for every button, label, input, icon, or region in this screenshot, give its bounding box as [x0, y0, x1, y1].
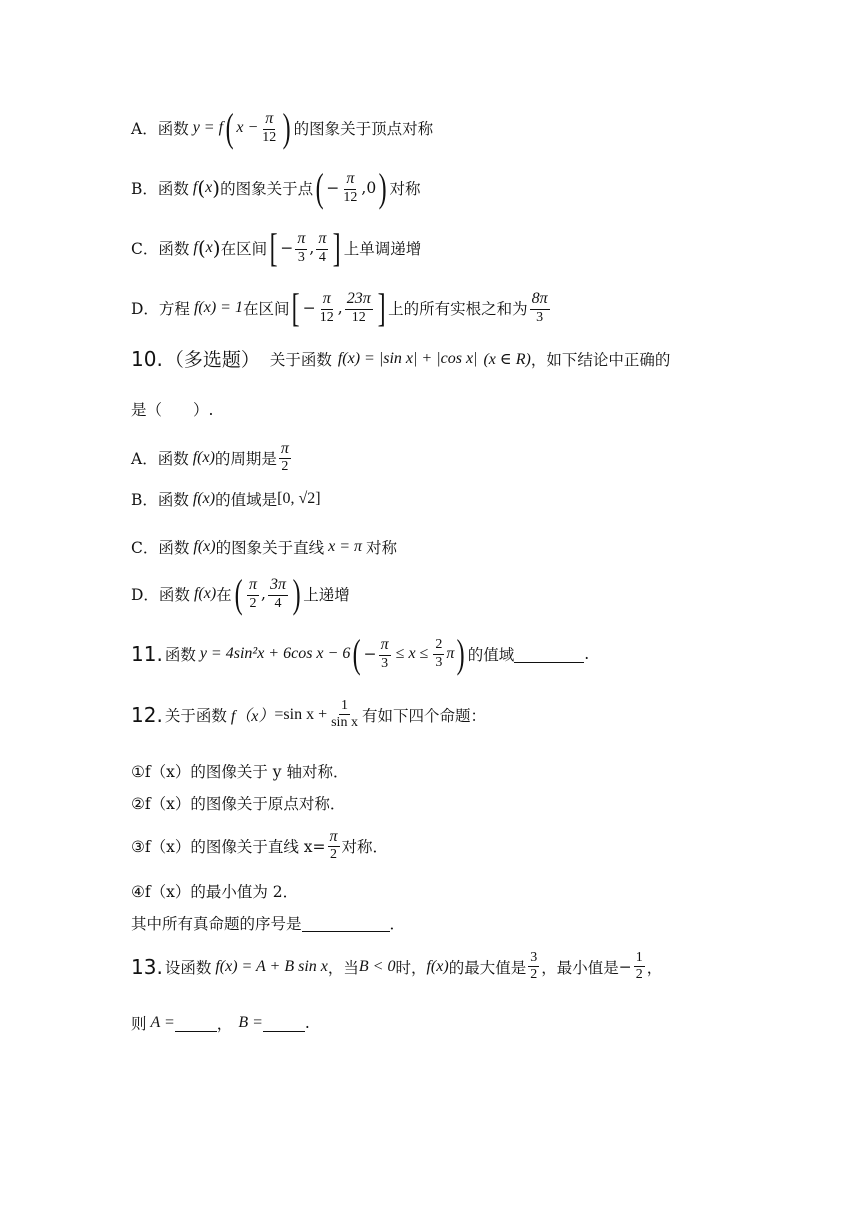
q9-option-c: C．函数 f ( x ) 在区间 [ − $\frac{\pi}{3}$ , $\frac{\pi}{4}$ ] 上单调递增 — [131, 225, 422, 270]
question-text: 则 — [131, 1015, 147, 1033]
option-label: A．函数 — [131, 120, 189, 138]
fraction: $\frac{\pi}{2}$ — [329, 828, 338, 863]
math-expr: f(x) = 1 — [193, 299, 243, 316]
option-text: 的周期是 — [214, 449, 277, 468]
question-text: 其中所有真命题的序号是 — [131, 915, 302, 933]
fraction: $\frac{2}{3}$ — [435, 637, 443, 670]
option-text: 在 — [216, 586, 232, 604]
question-number: 10. — [131, 346, 163, 371]
option-text: 的图象关于顶点对称 — [293, 120, 434, 138]
fraction: $\frac{\pi}{12}$ — [319, 290, 334, 325]
proposition-text: 对称． — [341, 837, 389, 856]
question-number: 12. — [131, 702, 163, 727]
fraction: $\frac{3}{2}$ — [530, 950, 538, 983]
paren-right: ) — [378, 165, 387, 210]
question-number: 13. — [131, 954, 163, 979]
question-text: 关于函数 — [269, 350, 332, 369]
option-text: 对称 — [366, 539, 398, 557]
option-label: C．函数 — [131, 539, 190, 557]
bracket-left: [ — [269, 225, 278, 270]
q12-question — [131, 912, 405, 934]
math-expr: − — [302, 299, 316, 317]
math-expr: B = — [238, 1014, 263, 1031]
math-expr: x − — [236, 119, 259, 136]
answer-blank[interactable] — [302, 915, 390, 932]
question-text: 有如下四个命题： — [361, 706, 486, 725]
punctuation: . — [304, 1014, 310, 1032]
fraction: $\frac{\pi}{3}$ — [380, 636, 389, 671]
math-expr: x — [205, 239, 213, 256]
question-text: 关于函数 — [164, 706, 227, 725]
paren-left: ( — [225, 105, 234, 150]
math-expr: A = — [150, 1014, 175, 1031]
math-expr: y = f — [192, 119, 224, 136]
question-text: 的值域 — [467, 646, 515, 664]
q10-stem-line2 — [131, 398, 213, 420]
q10-stem — [131, 345, 670, 372]
question-type-tag: （多选题） — [164, 349, 260, 371]
q10-option-c — [131, 536, 397, 558]
proposition-text: ④f（x）的最小值为 2． — [131, 883, 299, 901]
math-expr: − — [363, 645, 377, 663]
question-text: 时， — [395, 958, 427, 977]
q12-proposition-3 — [131, 828, 388, 863]
fraction: $\frac{23\pi}{12}$ — [346, 290, 371, 325]
proposition-text: ②f（x）的图像关于原点对称． — [131, 795, 346, 813]
q13-stem — [131, 950, 662, 983]
question-text: 设函数 — [164, 958, 212, 977]
fraction: $\frac{3\pi}{4}$ — [269, 576, 286, 611]
option-text: 的图象关于直线 — [215, 539, 325, 557]
option-text: 在区间 — [220, 240, 268, 258]
q12-proposition-1 — [131, 760, 349, 782]
math-expr: y = 4sin²x + 6cos x − 6 — [199, 645, 351, 662]
proposition-text: ①f（x）的图像关于 y 轴对称． — [131, 763, 349, 781]
q11 — [131, 631, 590, 676]
q10-option-b — [131, 488, 321, 510]
fraction: $\frac{\pi}{2}$ — [280, 440, 289, 475]
math-expr: f(x) — [193, 538, 216, 555]
option-text: 的图象关于点 — [220, 180, 314, 198]
math-expr: (x ∈ R) — [483, 350, 531, 368]
math-expr: − — [280, 239, 294, 257]
q9-option-a — [131, 105, 434, 150]
q10-option-d: D．函数 f(x) 在 ( $\frac{\pi}{2}$ , $\frac{3\pi}{4}$ ) 上递增 — [131, 571, 350, 616]
paren-right: ) — [457, 631, 466, 676]
answer-blank[interactable] — [514, 646, 584, 663]
math-expr: π — [446, 645, 455, 662]
bracket-right: ] — [377, 285, 386, 330]
math-expr: [0, √2] — [277, 490, 321, 507]
math-expr: ,0 — [361, 179, 377, 197]
math-expr: f(x) — [193, 585, 217, 602]
question-text: 函数 — [164, 646, 196, 664]
option-text: 上单调递增 — [343, 240, 422, 258]
math-expr: − — [326, 179, 340, 197]
q12-proposition-2 — [131, 792, 345, 814]
option-text: 上递增 — [303, 586, 350, 604]
math-expr: f(x) — [192, 448, 215, 466]
q12-proposition-4 — [131, 880, 298, 902]
math-expr: B < 0 — [358, 957, 396, 975]
question-text: ，最小值是 — [541, 958, 619, 977]
math-expr: f（x） — [230, 708, 275, 726]
math-expr: f(x) = A + B sin x — [215, 957, 328, 975]
answer-blank-a[interactable] — [175, 1015, 217, 1032]
math-expr: f(x) — [192, 490, 216, 507]
option-text: 在区间 — [242, 300, 290, 318]
option-text: 对称 — [389, 180, 421, 198]
math-expr: f(x) — [426, 957, 449, 975]
punctuation: ， — [646, 958, 663, 977]
fraction: $\frac{1}{2}$ — [635, 950, 643, 983]
option-text: 的值域是 — [215, 491, 278, 509]
math-expr: f — [192, 179, 198, 196]
paren-right: ) — [292, 571, 301, 616]
math-expr: ≤ x ≤ — [395, 645, 429, 662]
fraction: $\frac{8\pi}{3}$ — [531, 290, 548, 325]
punctuation: ， — [216, 1015, 233, 1033]
q10-option-a — [131, 440, 293, 475]
question-text: 的最大值是 — [448, 958, 527, 977]
option-label: D．函数 — [131, 586, 190, 604]
fraction: $\frac{\pi}{4}$ — [318, 230, 327, 265]
proposition-text: ③f（x）的图像关于直线 x= — [131, 837, 326, 856]
math-expr: x = π — [328, 538, 363, 555]
math-expr: x — [205, 179, 213, 196]
paren-left: ( — [315, 165, 324, 210]
q13-line2 — [131, 1012, 310, 1034]
option-text: 上的所有实根之和为 — [388, 300, 528, 318]
option-label: B．函数 — [131, 491, 189, 509]
question-text: 是（ ）. — [131, 401, 214, 419]
fraction: $\frac{\pi}{12}$ — [343, 170, 358, 205]
math-expr: =sin x + — [274, 705, 328, 723]
option-label: B．函数 — [131, 180, 189, 198]
answer-blank-b[interactable] — [263, 1015, 305, 1032]
q12-stem — [131, 698, 486, 731]
bracket-right: ] — [333, 225, 342, 270]
math-expr: − — [618, 957, 632, 976]
question-text: ，当 — [327, 958, 359, 977]
paren-left: ( — [352, 631, 361, 676]
fraction: $\frac{\pi}{2}$ — [248, 576, 257, 611]
question-number: 11. — [131, 642, 163, 666]
paren-right: ) — [282, 105, 291, 150]
q9-option-b: B．函数 f ( x ) 的图象关于点 ( − $\frac{\pi}{12}$ ,0 ) 对称 — [131, 165, 421, 210]
punctuation: ． — [389, 915, 406, 933]
fraction: $\frac{\pi}{12}$ — [262, 110, 277, 145]
math-expr: f(x) = |sin x| + |cos x| — [337, 349, 478, 367]
question-text: ，如下结论中正确的 — [530, 350, 671, 369]
fraction: $\frac{1}{\text{sin x}}$ — [331, 698, 358, 731]
punctuation: . — [584, 645, 590, 663]
math-expr: f — [193, 239, 198, 256]
fraction: $\frac{\pi}{3}$ — [297, 230, 306, 265]
bracket-left: [ — [292, 285, 301, 330]
option-label: A．函数 — [131, 449, 189, 468]
option-label: C．函数 — [131, 240, 190, 258]
q9-option-d: D．方程 f(x) = 1 在区间 [ − $\frac{\pi}{12}$ , $\frac{23\pi}{12}$ ] 上的所有实根之和为 $\frac{8\pi}{3}$ — [131, 285, 548, 330]
paren-left: ( — [234, 571, 243, 616]
option-label: D．方程 — [131, 300, 190, 318]
